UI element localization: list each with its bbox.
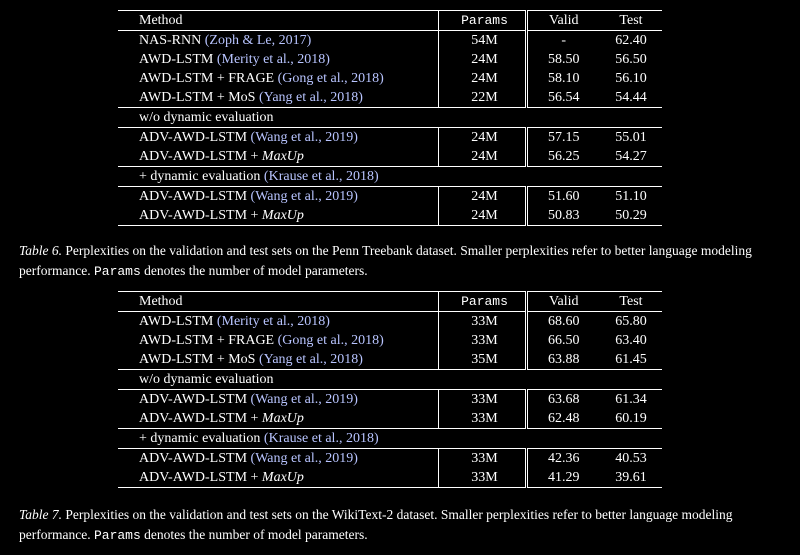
valid-cell: 57.15	[548, 129, 580, 145]
test-cell: 50.29	[594, 206, 662, 226]
section-row-without-dynamic-eval	[118, 370, 662, 390]
citation-link[interactable]: (Merity et al., 2018)	[216, 313, 330, 329]
test-cell: 61.45	[615, 351, 647, 367]
citation-link[interactable]: (Zoph & Le, 2017)	[204, 32, 312, 48]
valid-cell: 56.54	[548, 89, 580, 105]
method-cell: ADV-AWD-LSTM (Wang et al., 2019)	[118, 187, 438, 207]
header-test: Test	[594, 11, 662, 31]
header-params: Params	[438, 292, 526, 312]
citation-link[interactable]: (Wang et al., 2019)	[250, 188, 358, 204]
table-row	[118, 69, 662, 88]
caption-label: Table 7.	[19, 507, 63, 522]
table-7-caption: Table 7. Perplexities on the validation and test sets on the WikiText-2 dataset. Smaller perplexities refer to better language modeling performance. Params denotes the number of model parameters.	[19, 507, 733, 543]
params-cell: 24M	[438, 206, 526, 226]
test-cell: 62.40	[615, 32, 647, 48]
table-6-caption: Table 6. Perplexities on the validation and test sets on the Penn Treebank dataset. Smaller perplexities refer to better language modeling performance. Params denotes the number of model parameters.	[19, 243, 752, 279]
header-params: Params	[438, 11, 526, 31]
section-row-dynamic-eval	[118, 429, 662, 449]
citation-link[interactable]: (Gong et al., 2018)	[277, 332, 384, 348]
valid-cell: 51.60	[548, 188, 580, 204]
section-label: + dynamic evaluation (Krause et al., 2018)	[118, 429, 662, 449]
params-cell: 33M	[438, 331, 526, 350]
section-label: + dynamic evaluation (Krause et al., 2018)	[118, 167, 662, 187]
table-row	[118, 409, 662, 429]
params-cell: 33M	[438, 390, 526, 410]
method-cell: AWD-LSTM + FRAGE (Gong et al., 2018)	[118, 69, 438, 88]
header-test: Test	[594, 292, 662, 312]
valid-cell: 66.50	[548, 332, 580, 348]
citation-link[interactable]: (Krause et al., 2018)	[263, 168, 379, 184]
table-row	[118, 312, 662, 332]
header-method: Method	[118, 11, 438, 31]
method-cell: ADV-AWD-LSTM (Wang et al., 2019)	[118, 128, 438, 148]
valid-cell: 41.29	[526, 468, 594, 488]
citation-link[interactable]: (Merity et al., 2018)	[216, 51, 330, 67]
test-cell: 51.10	[615, 188, 647, 204]
test-cell: 56.50	[615, 51, 647, 67]
table-row	[118, 147, 662, 167]
method-cell: AWD-LSTM + MoS (Yang et al., 2018)	[118, 88, 438, 108]
test-cell: 54.27	[615, 148, 647, 164]
params-cell: 24M	[438, 187, 526, 207]
table-row	[118, 31, 662, 51]
test-cell: 55.01	[615, 129, 647, 145]
params-cell: 33M	[438, 312, 526, 332]
params-cell: 35M	[438, 350, 526, 370]
section-label: w/o dynamic evaluation	[118, 108, 662, 128]
valid-cell: 56.25	[548, 148, 580, 164]
method-cell: ADV-AWD-LSTM + MaxUp	[118, 147, 438, 167]
method-cell: ADV-AWD-LSTM + MaxUp	[118, 206, 438, 226]
test-cell: 61.34	[615, 391, 647, 407]
test-cell: 39.61	[594, 468, 662, 488]
table-header-row	[118, 11, 662, 31]
valid-cell: 68.60	[548, 313, 580, 329]
table-row	[118, 128, 662, 148]
method-cell: ADV-AWD-LSTM + MaxUp	[118, 468, 438, 488]
table-row	[118, 50, 662, 69]
test-cell: 63.40	[615, 332, 647, 348]
method-cell: AWD-LSTM (Merity et al., 2018)	[118, 312, 438, 332]
valid-cell: 63.88	[548, 351, 580, 367]
citation-link[interactable]: (Wang et al., 2019)	[250, 129, 358, 145]
section-row-without-dynamic-eval	[118, 108, 662, 128]
test-cell: 40.53	[615, 450, 647, 466]
params-cell: 33M	[438, 409, 526, 429]
test-cell: 56.10	[615, 70, 647, 86]
params-cell: 54M	[438, 31, 526, 51]
params-cell: 22M	[438, 88, 526, 108]
citation-link[interactable]: (Wang et al., 2019)	[250, 450, 358, 466]
table-header-row	[118, 292, 662, 312]
citation-link[interactable]: (Gong et al., 2018)	[277, 70, 384, 86]
table-row	[118, 331, 662, 350]
table-row	[118, 350, 662, 370]
test-cell: 65.80	[615, 313, 647, 329]
params-cell: 24M	[438, 69, 526, 88]
table-row	[118, 390, 662, 410]
params-cell: 24M	[438, 50, 526, 69]
citation-link[interactable]: (Wang et al., 2019)	[250, 391, 358, 407]
header-valid: Valid	[526, 11, 594, 31]
table-row	[118, 449, 662, 469]
section-label: w/o dynamic evaluation	[118, 370, 662, 390]
params-cell: 33M	[438, 468, 526, 488]
table-row	[118, 187, 662, 207]
valid-cell: 42.36	[548, 450, 580, 466]
method-cell: ADV-AWD-LSTM (Wang et al., 2019)	[118, 449, 438, 469]
params-cell: 24M	[438, 147, 526, 167]
citation-link[interactable]: (Yang et al., 2018)	[258, 89, 363, 105]
table-row	[118, 88, 662, 108]
section-row-dynamic-eval	[118, 167, 662, 187]
valid-cell: 62.48	[548, 410, 580, 426]
table-row	[118, 206, 662, 226]
valid-cell: 50.83	[526, 206, 594, 226]
table-6-ptb-results	[118, 10, 662, 226]
method-cell: AWD-LSTM + MoS (Yang et al., 2018)	[118, 350, 438, 370]
header-method: Method	[118, 292, 438, 312]
table-7-wikitext2-results	[118, 291, 662, 488]
method-cell: AWD-LSTM (Merity et al., 2018)	[118, 50, 438, 69]
method-cell: NAS-RNN (Zoph & Le, 2017)	[118, 31, 438, 51]
test-cell: 54.44	[615, 89, 647, 105]
table-row	[118, 468, 662, 488]
params-cell: 24M	[438, 128, 526, 148]
valid-cell: 63.68	[548, 391, 580, 407]
params-cell: 33M	[438, 449, 526, 469]
method-cell: AWD-LSTM + FRAGE (Gong et al., 2018)	[118, 331, 438, 350]
valid-cell: -	[561, 32, 567, 48]
method-cell: ADV-AWD-LSTM + MaxUp	[118, 409, 438, 429]
test-cell: 60.19	[615, 410, 647, 426]
caption-label: Table 6.	[19, 243, 63, 258]
citation-link[interactable]: (Yang et al., 2018)	[258, 351, 363, 367]
valid-cell: 58.50	[548, 51, 580, 67]
valid-cell: 58.10	[548, 70, 580, 86]
citation-link[interactable]: (Krause et al., 2018)	[263, 430, 379, 446]
header-valid: Valid	[526, 292, 594, 312]
method-cell: ADV-AWD-LSTM (Wang et al., 2019)	[118, 390, 438, 410]
